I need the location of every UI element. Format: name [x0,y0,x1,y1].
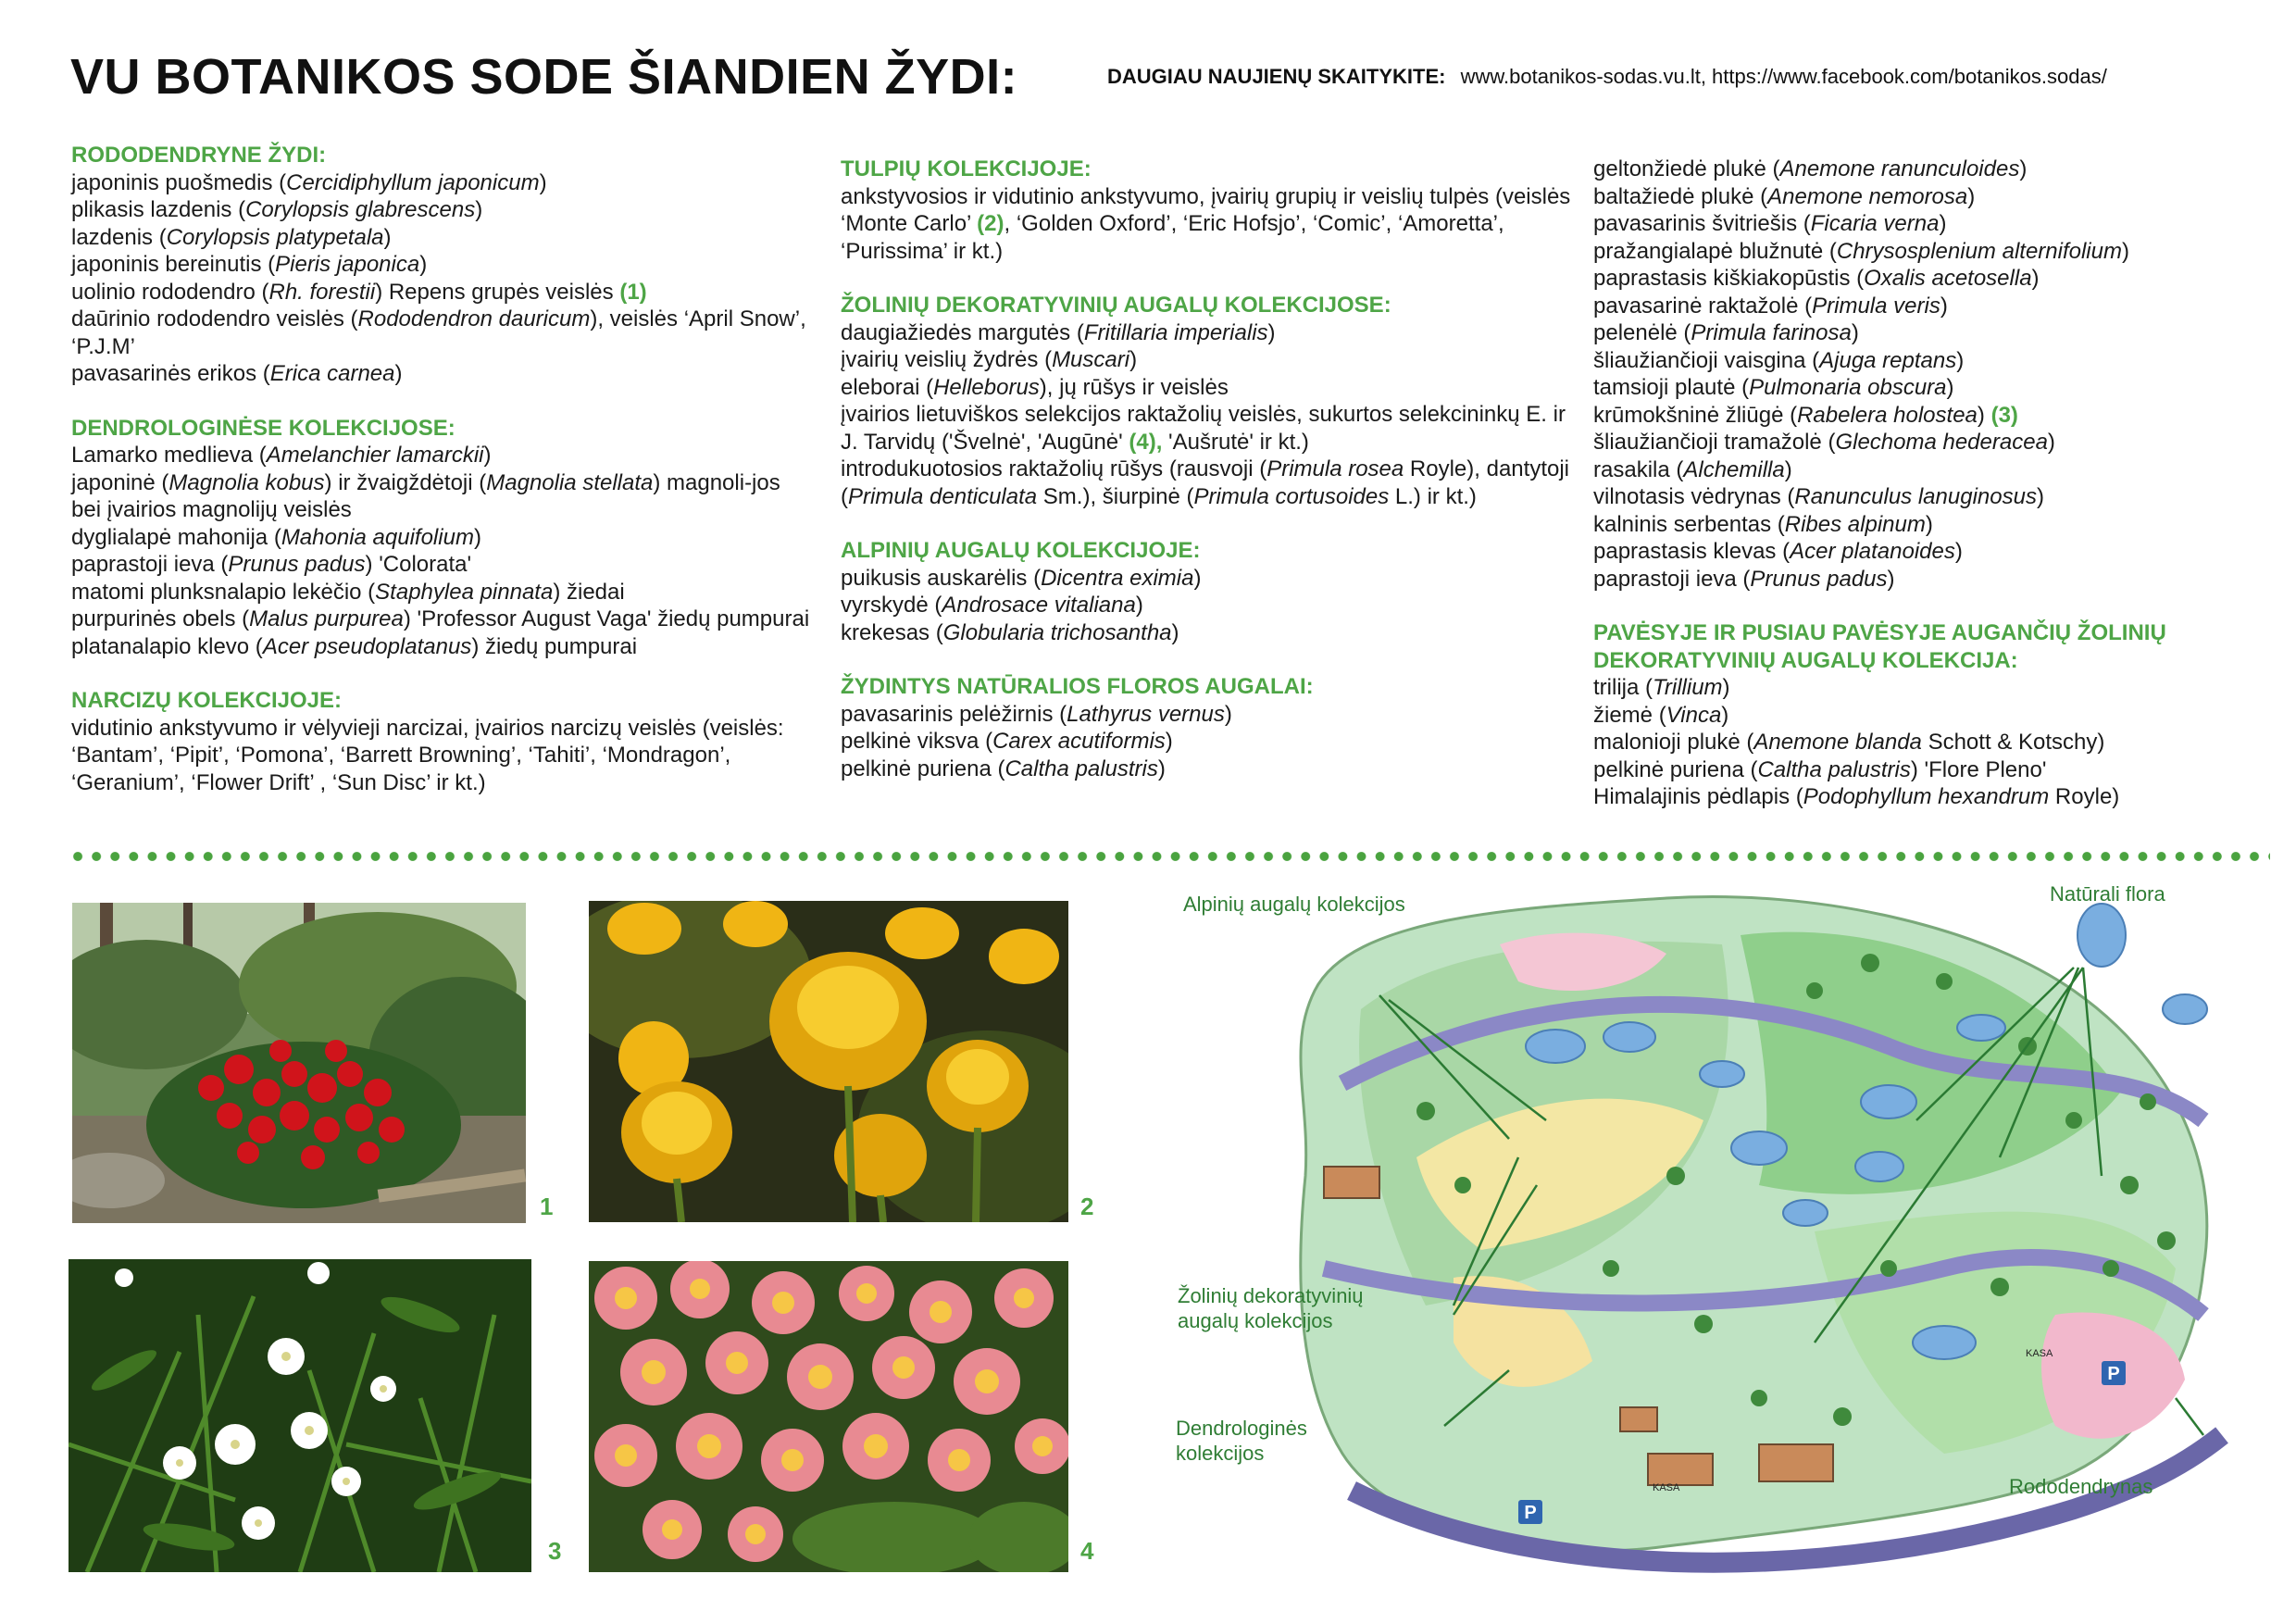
section-heading: ALPINIŲ AUGALŲ KOLEKCIJOJE: [841,538,1201,563]
dotted-divider [69,851,2270,862]
section-heading: ŽYDINTYS NATŪRALIOS FLOROS AUGALAI: [841,674,1314,699]
section-pavesis [1593,619,2241,811]
list-item: pelenėlė (Primula farinosa) [1593,320,1859,345]
section-narcizai [71,687,812,796]
list-item: introdukuotosios raktažolių rūšys (rausvoji (Primula rosea Royle), dantytoji (Primula denticulata Sm.), šiurpinė (Primula cortusoides L.) ir kt.) [841,456,1569,509]
more-news [1107,65,2107,89]
map-label-zoliniai: Žolinių dekoratyvinių augalų kolekcijos [1178,1284,1364,1332]
section-zoliniai [841,292,1572,510]
map-label-natur: Natūrali flora [2050,882,2165,906]
list-item: japoninis puošmedis (Cercidiphyllum japonicum) [71,169,547,195]
photo-number: 2 [1080,1193,1094,1220]
section-rododendryne [71,142,812,388]
list-item: krekesas (Globularia trichosantha) [841,619,1179,645]
list-item: paprastoji ieva (Prunus padus) [1593,566,1895,592]
parking-label: P [2107,1364,2120,1384]
list-item: japoninė (Magnolia kobus) ir žvaigždėtoji (Magnolia stellata) magnoli-jos bei įvairios magnolijų veislės [71,469,780,522]
section-heading: DENDROLOGINĖSE KOLEKCIJOSE: [71,415,455,441]
garden-map[interactable] [1241,880,2259,1611]
list-item: pavasarinis švitriešis (Ficaria verna) [1593,211,1947,236]
list-item: paprastasis klevas (Acer platanoides) [1593,539,1963,564]
list-item: vidutinio ankstyvumo ir vėlyvieji narcizai, įvairios narcizų veislės (veislės: ‘Bantam’, ‘Pipit’, ‘Pomona’, ‘Barrett Browning’, ‘Tahiti’, ‘Mondragon’, ‘Geranium’, ‘Flower Drift’ , ‘Sun Disc’ ir kt.) [71,715,784,795]
list-item: trilija (Trillium) [1593,675,1730,700]
list-item: daugiažiedės margutės (Fritillaria imperialis) [841,319,1276,345]
list-item: vyrskydė (Androsace vitaliana) [841,593,1143,618]
list-item: pavasarinės erikos (Erica carnea) [71,361,403,386]
list-item: purpurinės obels (Malus purpurea) 'Professor August Vaga' žiedų pumpurai [71,606,810,631]
photo-tulips [589,901,1068,1222]
list-item: daūrinio rododendro veislės (Rododendron dauricum), veislės ‘April Snow’, ‘P.J.M’ [71,306,806,359]
list-item: šliaužiančioji vaisgina (Ajuga reptans) [1593,347,1965,373]
photo-ref: (2) [977,211,1004,236]
photo-number: 4 [1080,1537,1094,1565]
list-item: dyglialapė mahonija (Mahonia aquifolium) [71,524,481,550]
map-label-rodo: Rododendrynas [2009,1475,2153,1498]
column-3 [1593,156,2241,838]
section-heading: NARCIZŲ KOLEKCIJOJE: [71,688,343,713]
list-item: matomi plunksnalapio lekėčio (Staphylea pinnata) žiedai [71,579,625,605]
photo-rhododendron [72,903,526,1223]
list-item: paprastoji ieva (Prunus padus) 'Colorata' [71,552,472,577]
list-item: geltonžiedė plukė (Anemone ranunculoides) [1593,156,2028,181]
photo-number: 3 [548,1537,562,1565]
list-item: eleborai (Helleborus), jų rūšys ir veislės [841,374,1229,400]
list-item: pražangialapė blužnutė (Chrysosplenium alternifolium) [1593,238,2129,264]
section-heading: ŽOLINIŲ DEKORATYVINIŲ AUGALŲ KOLEKCIJOSE: [841,293,1391,318]
section-natur-list [1593,156,2241,593]
list-item: įvairios lietuviškos selekcijos raktažolių veislės, sukurtos selekcininkų E. ir J. Tarvidų ('Švelnė', 'Augūnė' (4), 'Aušrutė' ir kt.) [841,402,1566,455]
list-item: kalninis serbentas (Ribes alpinum) [1593,511,1933,537]
list-item: lazdenis (Corylopsis platypetala) [71,224,392,250]
list-item: Himalajinis pėdlapis (Podophyllum hexandrum Royle) [1593,784,2120,809]
more-news-links[interactable]: www.botanikos-sodas.vu.lt, https://www.facebook.com/botanikos.sodas/ [1460,65,2107,88]
list-item: japoninis bereinutis (Pieris japonica) [71,252,428,277]
more-news-label: DAUGIAU NAUJIENŲ SKAITYKITE: [1107,65,1446,88]
map-label-dendro: Dendrologinės kolekcijos [1176,1417,1307,1465]
list-item: platanalapio klevo (Acer pseudoplatanus) žiedų pumpurai [71,633,638,659]
map-label-alpiniai: Alpinių augalų kolekcijos [1183,893,1405,916]
pavesis-list [1593,674,2241,811]
kasa-label: KASA [1653,1482,1680,1493]
section-alpiniai [841,537,1572,646]
list-item: baltažiedė plukė (Anemone nemorosa) [1593,183,1976,209]
parking-label: P [1524,1503,1537,1523]
list-item: pelkinė viksva (Carex acutiformis) [841,729,1173,754]
column-2 [841,156,1572,809]
photo-number: 1 [540,1193,554,1220]
section-tulpes [841,156,1572,265]
list-item: įvairių veislių žydrės (Muscari) [841,347,1138,372]
list-item: ankstyvosios ir vidutinio ankstyvumo, įvairių grupių ir veislių tulpės (veislės ‘Monte Carlo’ (2), ‘Golden Oxford’, ‘Eric Hofsjo’, ‘Comic’, ‘Amoretta’, ‘Purissima’ ir kt.) [841,183,1571,264]
section-natur [841,673,1572,782]
list-item: paprastasis kiškiakopūstis (Oxalis acetosella) [1593,266,2040,291]
section-dendro [71,415,812,661]
list-item: pavasarinis pelėžirnis (Lathyrus vernus) [841,701,1232,727]
list-item: tamsioji plautė (Pulmonaria obscura) [1593,375,1954,400]
list-item: uolinio rododendro (Rh. forestii) Repens grupės veislės (1) [71,279,647,305]
list-item: pelkinė puriena (Caltha palustris) 'Flore Pleno' [1593,756,2047,782]
photo-stitchwort [69,1259,531,1572]
list-item: krūmokšninė žliūgė (Rabelera holostea) (3) [1593,402,2018,428]
photo-primroses [589,1261,1068,1572]
list-item: malonioji plukė (Anemone blanda Schott & Kotschy) [1593,730,2105,755]
list-item: pavasarinė raktažolė (Primula veris) [1593,293,1948,319]
list-item: plikasis lazdenis (Corylopsis glabrescens) [71,197,483,222]
list-item: Lamarko medlieva (Amelanchier lamarckii) [71,443,492,468]
kasa-label: KASA [2026,1348,2053,1359]
list-item: pelkinė puriena (Caltha palustris) [841,756,1166,781]
list-item: vilnotasis vėdrynas (Ranunculus lanuginosus) [1593,484,2044,509]
section-heading: RODODENDRYNE ŽYDI: [71,143,327,168]
photo-ref: (4), [1129,429,1163,455]
section-heading: TULPIŲ KOLEKCIJOJE: [841,156,1092,181]
photo-ref: (3) [1990,402,2018,428]
column-1 [71,142,812,823]
photo-ref: (1) [619,279,647,305]
list-item: šliaužiančioji tramažolė (Glechoma hederacea) [1593,430,2055,455]
list-item: rasakila (Alchemilla) [1593,456,1792,482]
list-item: žiemė (Vinca) [1593,702,1729,728]
list-item: puikusis auskarėlis (Dicentra eximia) [841,565,1202,591]
section-heading: PAVĖSYJE IR PUSIAU PAVĖSYJE AUGANČIŲ ŽOLINIŲ DEKORATYVINIŲ AUGALŲ KOLEKCIJA: [1593,620,2166,673]
page-title: VU BOTANIKOS SODE ŠIANDIEN ŽYDI: [70,49,1018,105]
